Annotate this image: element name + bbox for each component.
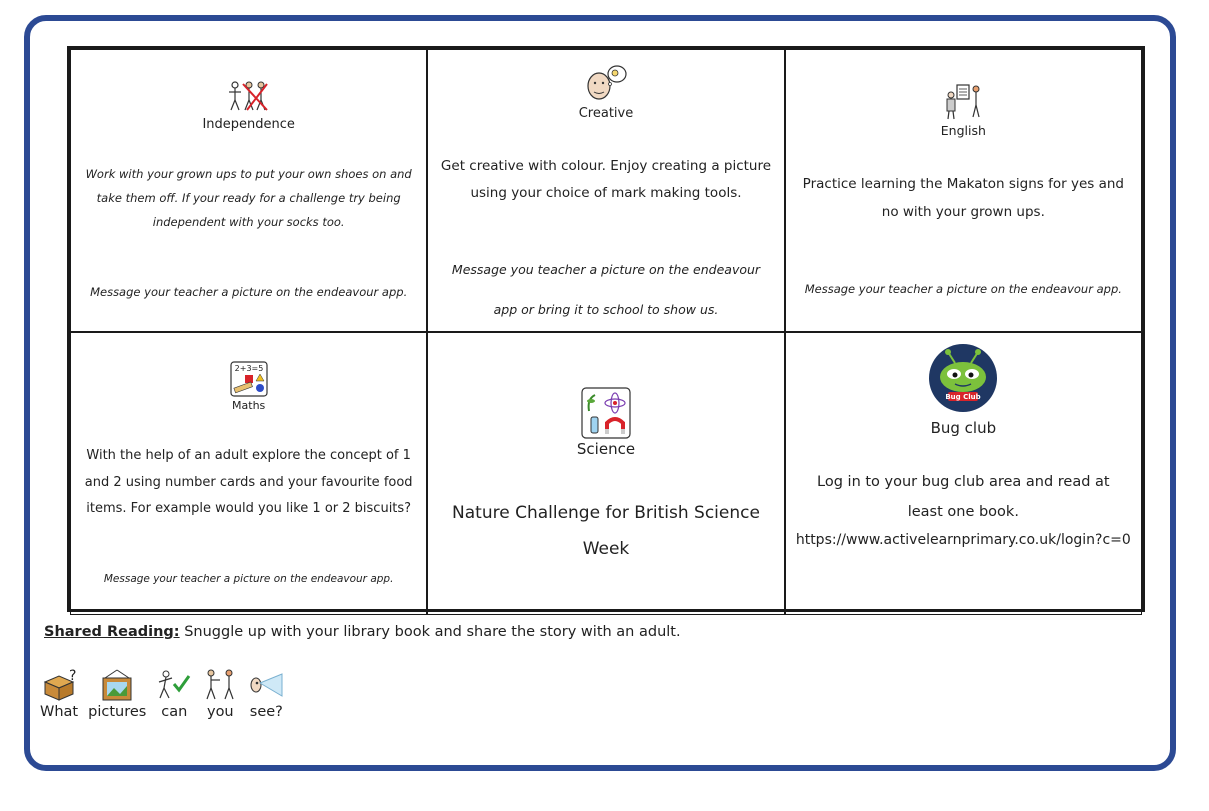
- symbol-word: [248, 668, 284, 720]
- creative-icon: [584, 64, 628, 102]
- symbol-sentence: [40, 668, 294, 720]
- cell-title: Creative: [578, 106, 634, 121]
- bugclub-logo-text: Bug Club: [945, 393, 981, 401]
- cell-body: With the help of an adult explore the concept of 1 and 2 using number cards and your favourite food items. For example would you like 1 or 2 biscuits?: [84, 448, 413, 516]
- cell-bugclub: [785, 332, 1142, 615]
- cell-message: Message your teacher a picture on the endeavour app.: [103, 573, 394, 585]
- cell-independence: [70, 49, 427, 332]
- science-icon: [581, 387, 631, 439]
- english-icon: [943, 83, 983, 121]
- bugclub-link[interactable]: https://www.activelearnprimary.co.uk/login?c=0: [795, 532, 1131, 548]
- maths-icon: [230, 361, 268, 397]
- cell-maths: [70, 332, 427, 615]
- bugclub-logo: [928, 343, 998, 413]
- cell-message-line1: Message you teacher a picture on the endeavour: [451, 262, 761, 277]
- independence-icon: [227, 80, 271, 114]
- can-tick-icon: [156, 668, 192, 702]
- cell-title: English: [940, 123, 986, 138]
- symbol-word: [40, 668, 78, 720]
- shared-reading-text: Snuggle up with your library book and share the story with an adult.: [179, 624, 681, 640]
- what-box-icon: [41, 668, 77, 702]
- word-label: can: [161, 704, 188, 720]
- cell-title: Science: [576, 440, 636, 458]
- symbol-word: [202, 668, 238, 720]
- cell-body: Practice learning the Makaton signs for yes and no with your grown ups.: [802, 176, 1124, 220]
- word-label: pictures: [88, 704, 147, 720]
- cell-message: Message your teacher a picture on the endeavour app.: [90, 285, 408, 299]
- cell-english: [785, 49, 1142, 332]
- word-label: see?: [249, 704, 283, 720]
- cell-title: Independence: [202, 117, 295, 132]
- picture-frame-icon: [99, 668, 135, 702]
- cell-title: Bug club: [930, 419, 997, 437]
- cell-body: Nature Challenge for British Science Week: [452, 503, 760, 559]
- shared-reading: [44, 624, 681, 640]
- cell-body: Log in to your bug club area and read at least one book.: [817, 474, 1110, 520]
- see-eye-icon: [248, 668, 284, 702]
- cell-body: Work with your grown ups to put your own shoes on and take them off. If your ready for a challenge try being independent with your socks too.: [85, 167, 412, 229]
- cell-message-line2: app or bring it to school to show us.: [493, 302, 719, 317]
- word-label: you: [206, 704, 234, 720]
- cell-creative: [427, 49, 784, 332]
- symbol-word: [88, 668, 146, 720]
- cell-body: Get creative with colour. Enjoy creating a picture using your choice of mark making tools.: [440, 158, 772, 201]
- cell-science: [427, 332, 784, 615]
- cell-message: Message your teacher a picture on the endeavour app.: [804, 282, 1122, 296]
- shared-reading-heading: Shared Reading:: [44, 624, 180, 640]
- word-label: What: [40, 704, 79, 720]
- you-people-icon: [202, 668, 238, 702]
- symbol-word: [156, 668, 192, 720]
- maths-icon-text: 2+3=5: [234, 364, 263, 373]
- activity-grid: [67, 46, 1145, 612]
- svg-text:?: ?: [69, 668, 77, 684]
- cell-title: Maths: [232, 399, 266, 412]
